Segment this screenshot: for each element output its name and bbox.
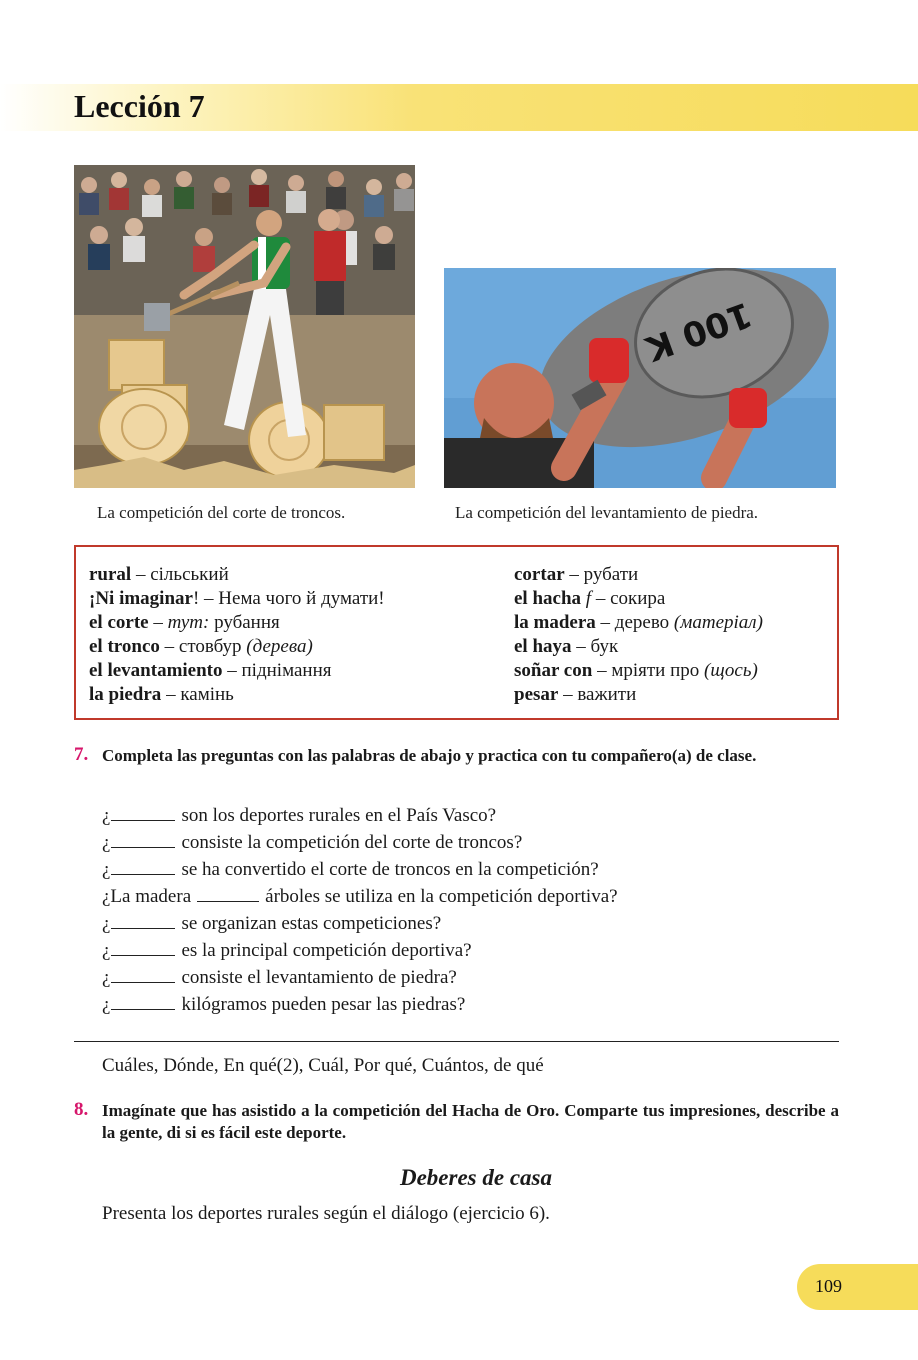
- answer-blank[interactable]: [111, 938, 175, 956]
- exercise-7-number: 7.: [74, 744, 89, 765]
- vocabulary-column-left: [89, 563, 385, 707]
- exercise-7-instruction: Completa las preguntas con las palabras de abajo y practica con tu compañero(a) de clase.: [102, 746, 757, 765]
- question-item: ¿ consiste la competición del corte de troncos?: [102, 832, 523, 853]
- divider-line: [74, 1041, 839, 1042]
- question-item: ¿ consiste el levantamiento de piedra?: [102, 967, 457, 988]
- answer-blank[interactable]: [111, 803, 175, 821]
- vocab-entry: pesar – важити: [514, 684, 637, 705]
- vocab-entry: el levantamiento – піднімання: [89, 660, 332, 681]
- question-item: ¿ se ha convertido el corte de troncos en la competición?: [102, 859, 599, 880]
- word-bank: Cuáles, Dónde, En qué(2), Cuál, Por qué, Cuántos, de qué: [102, 1055, 544, 1076]
- answer-blank[interactable]: [111, 830, 175, 848]
- vocab-entry: ¡Ni imaginar! – Нема чого й думати!: [89, 588, 385, 609]
- vocab-entry: el tronco – стовбур (дерева): [89, 636, 313, 657]
- photo-caption-stone: La competición del levantamiento de piedra.: [455, 503, 759, 522]
- question-item: ¿La madera árboles se utiliza en la competición deportiva?: [102, 886, 618, 907]
- question-item: ¿ son los deportes rurales en el País Vasco?: [102, 805, 497, 826]
- answer-blank[interactable]: [111, 857, 175, 875]
- stone-lifting-photo: [444, 268, 836, 488]
- answer-blank[interactable]: [111, 911, 175, 929]
- lesson-title: Lección 7: [74, 88, 205, 124]
- page-number: 109: [815, 1276, 842, 1296]
- vocab-entry: cortar – рубати: [514, 564, 639, 585]
- vocabulary-box: [74, 545, 839, 720]
- exercise-7-questions: [102, 802, 618, 1018]
- vocab-entry: el hacha f – сокира: [514, 588, 666, 609]
- photo-caption-logs: La competición del corte de troncos.: [97, 503, 346, 522]
- exercise-8-instruction: Imagínate que has asistido a la competición del Hacha de Oro. Comparte tus impresiones, describe a la gente, di si es fácil este deporte.: [102, 1101, 839, 1142]
- vocab-entry: la piedra – камінь: [89, 684, 234, 705]
- vocab-entry: el haya – бук: [514, 636, 619, 657]
- stone-weight-label: 100 K: [640, 293, 757, 369]
- vocab-entry: el corte – тут: рубання: [89, 612, 280, 633]
- answer-blank[interactable]: [111, 992, 175, 1010]
- vocab-entry: la madera – дерево (матеріал): [514, 612, 763, 633]
- log-cutting-photo: [74, 165, 415, 488]
- vocab-entry: soñar con – мріяти про (щось): [514, 660, 758, 681]
- question-item: ¿ se organizan estas competiciones?: [102, 913, 442, 934]
- answer-blank[interactable]: [111, 965, 175, 983]
- homework-text: Presenta los deportes rurales según el diálogo (ejercicio 6).: [102, 1203, 550, 1224]
- homework-title: Deberes de casa: [399, 1165, 552, 1190]
- vocabulary-column-right: [514, 563, 763, 707]
- question-item: ¿ kilógramos pueden pesar las piedras?: [102, 994, 466, 1015]
- answer-blank[interactable]: [197, 884, 259, 902]
- exercise-8-number: 8.: [74, 1099, 89, 1120]
- question-item: ¿ es la principal competición deportiva?: [102, 940, 472, 961]
- vocab-entry: rural – сільський: [89, 564, 229, 585]
